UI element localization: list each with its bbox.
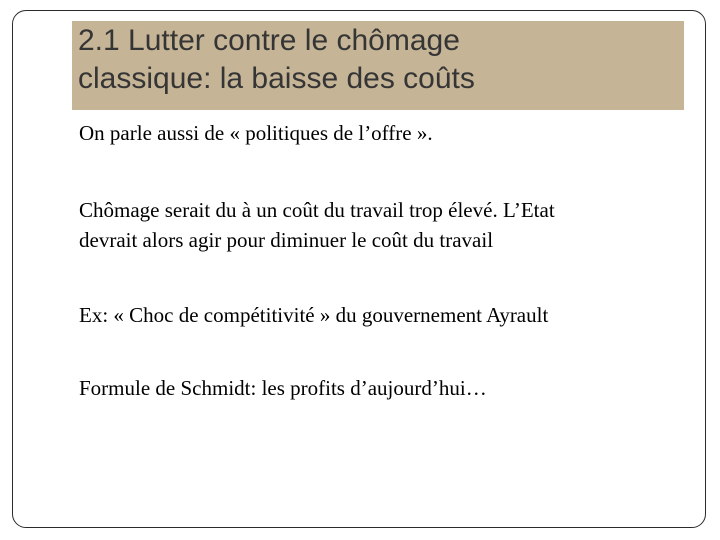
- slide-title-line-2: classique: la baisse des coûts: [78, 62, 475, 95]
- slide-title-line-1: 2.1 Lutter contre le chômage: [78, 24, 460, 57]
- body-paragraph-cout-travail: [79, 195, 699, 255]
- body-paragraph-formule-schmidt: [79, 373, 699, 403]
- body-line: devrait alors agir pour diminuer le coût du travail: [79, 228, 494, 252]
- slide-title: [78, 22, 678, 98]
- body-paragraph-choc-competitivite: [79, 300, 699, 330]
- body-line: Ex: « Choc de compétitivité » du gouvernement Ayrault: [79, 303, 549, 327]
- body-line: On parle aussi de « politiques de l’offre ».: [79, 121, 433, 145]
- body-line: Chômage serait du à un coût du travail trop élevé. L’Etat: [79, 198, 555, 222]
- body-line: Formule de Schmidt: les profits d’aujourd’hui…: [79, 376, 487, 400]
- body-paragraph-politiques-offre: [79, 118, 699, 148]
